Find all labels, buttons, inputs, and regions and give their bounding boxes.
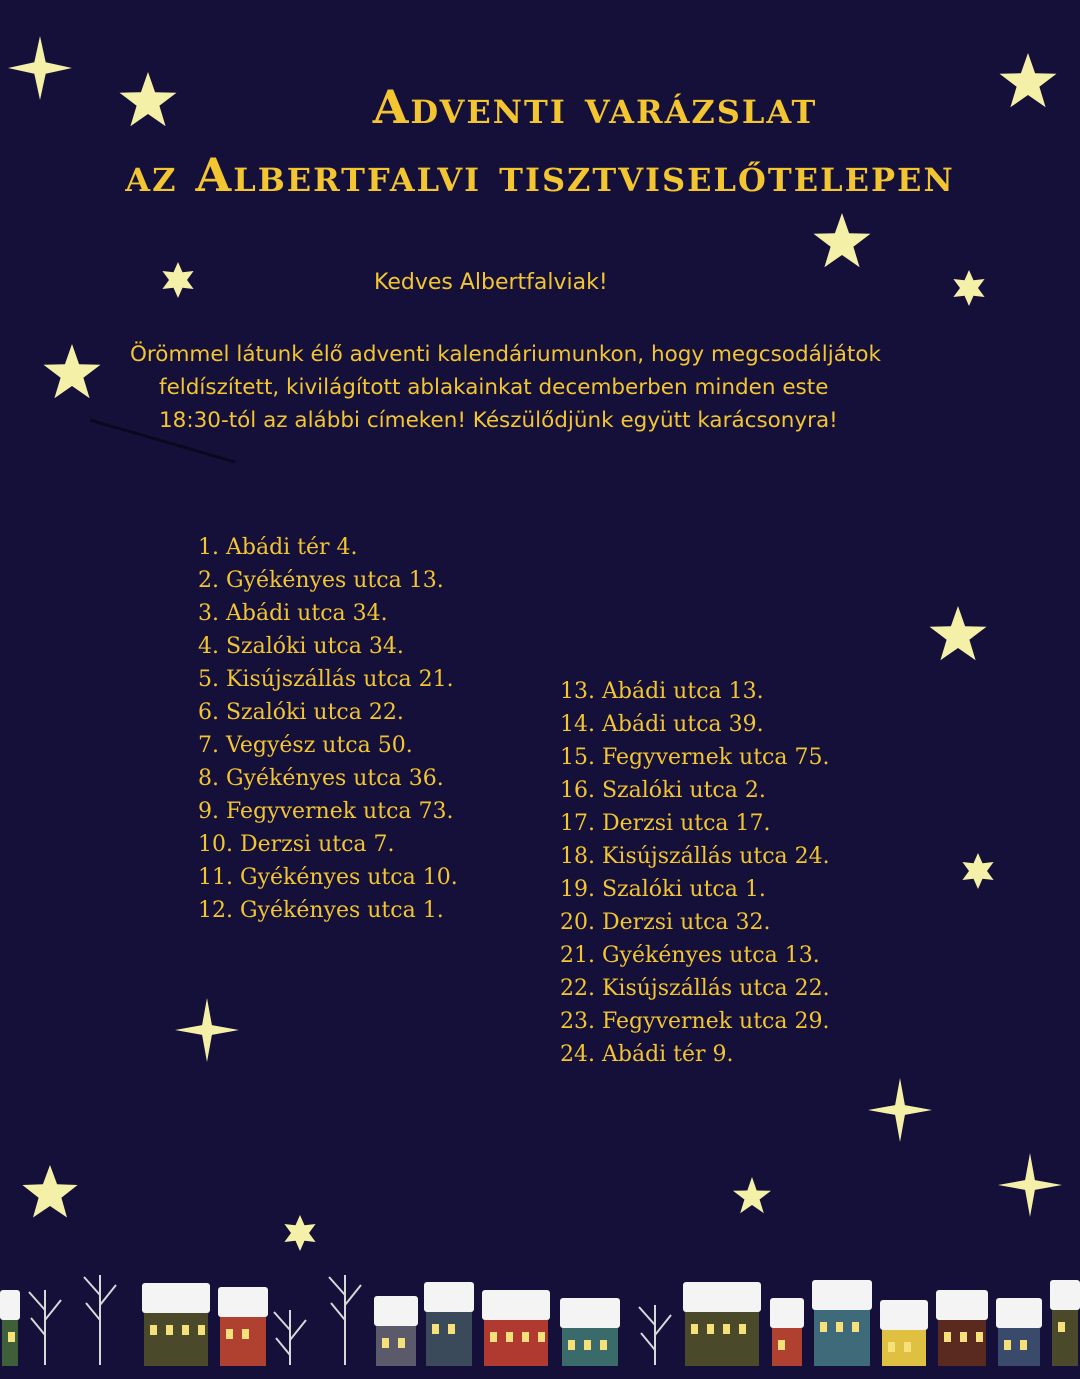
address-item: 8. Gyékényes utca 36. xyxy=(198,766,444,791)
address-item: 19. Szalóki utca 1. xyxy=(560,877,766,902)
star-icon xyxy=(733,1177,771,1213)
address-item: 11. Gyékényes utca 10. xyxy=(198,865,458,890)
address-item: 3. Abádi utca 34. xyxy=(198,601,388,626)
address-item: 13. Abádi utca 13. xyxy=(560,679,764,704)
star-icon xyxy=(868,1078,932,1142)
star-icon xyxy=(814,213,871,267)
house-icon xyxy=(424,1282,474,1379)
star-icon xyxy=(284,1215,315,1251)
intro-line-1: Örömmel látunk élő adventi kalendáriumunkon, hogy megcsodáljátok xyxy=(130,342,881,367)
house-icon xyxy=(218,1287,268,1379)
intro-line-3: 18:30-tól az alábbi címeken! Készülődjünk együtt karácsonyra! xyxy=(159,408,838,433)
title-line-2: az Albertfalvi tisztviselőtelepen xyxy=(125,148,955,202)
address-item: 17. Derzsi utca 17. xyxy=(560,811,771,836)
address-item: 9. Fegyvernek utca 73. xyxy=(198,799,454,824)
house-icon xyxy=(936,1290,988,1379)
house-icon xyxy=(812,1280,872,1379)
house-icon xyxy=(1050,1280,1080,1379)
house-icon xyxy=(0,1290,20,1379)
village-skyline xyxy=(0,1275,1080,1379)
address-list-left xyxy=(198,531,458,927)
address-item: 6. Szalóki utca 22. xyxy=(198,700,404,725)
address-item: 1. Abádi tér 4. xyxy=(198,535,358,560)
address-item: 5. Kisújszállás utca 21. xyxy=(198,667,454,692)
tree-icon xyxy=(274,1310,306,1365)
address-item: 24. Abádi tér 9. xyxy=(560,1042,734,1067)
star-icon xyxy=(998,1153,1062,1217)
ground xyxy=(0,1366,1080,1379)
title-line-1: Adventi varázslat xyxy=(372,80,818,134)
address-item: 2. Gyékényes utca 13. xyxy=(198,568,444,593)
address-item: 23. Fegyvernek utca 29. xyxy=(560,1009,830,1034)
intro-paragraph xyxy=(130,338,970,437)
star-icon xyxy=(930,606,987,660)
address-item: 4. Szalóki utca 34. xyxy=(198,634,404,659)
house-icon xyxy=(142,1283,210,1379)
tree-icon xyxy=(84,1275,116,1365)
address-item: 7. Vegyész utca 50. xyxy=(198,733,413,758)
greeting: Kedves Albertfalviak! xyxy=(374,270,608,295)
tree-icon xyxy=(29,1290,61,1365)
star-icon xyxy=(953,270,984,306)
address-list-right xyxy=(560,675,830,1071)
address-item: 18. Kisújszállás utca 24. xyxy=(560,844,830,869)
star-icon xyxy=(162,262,193,298)
address-item: 20. Derzsi utca 32. xyxy=(560,910,771,935)
house-icon xyxy=(683,1282,761,1379)
star-icon xyxy=(44,344,101,398)
address-item: 12. Gyékényes utca 1. xyxy=(198,898,444,923)
star-icon xyxy=(175,998,239,1062)
address-item: 15. Fegyvernek utca 75. xyxy=(560,745,830,770)
star-icon xyxy=(962,853,993,889)
intro-line-2: feldíszített, kivilágított ablakainkat decemberben minden este xyxy=(159,375,829,400)
star-icon xyxy=(22,1165,77,1218)
address-item: 21. Gyékényes utca 13. xyxy=(560,943,820,968)
address-item: 14. Abádi utca 39. xyxy=(560,712,764,737)
tree-icon xyxy=(639,1305,671,1365)
address-item: 10. Derzsi utca 7. xyxy=(198,832,395,857)
address-item: 16. Szalóki utca 2. xyxy=(560,778,766,803)
tree-icon xyxy=(329,1275,361,1365)
stars-layer xyxy=(8,36,1062,1251)
house-icon xyxy=(482,1290,550,1379)
address-item: 22. Kisújszállás utca 22. xyxy=(560,976,830,1001)
